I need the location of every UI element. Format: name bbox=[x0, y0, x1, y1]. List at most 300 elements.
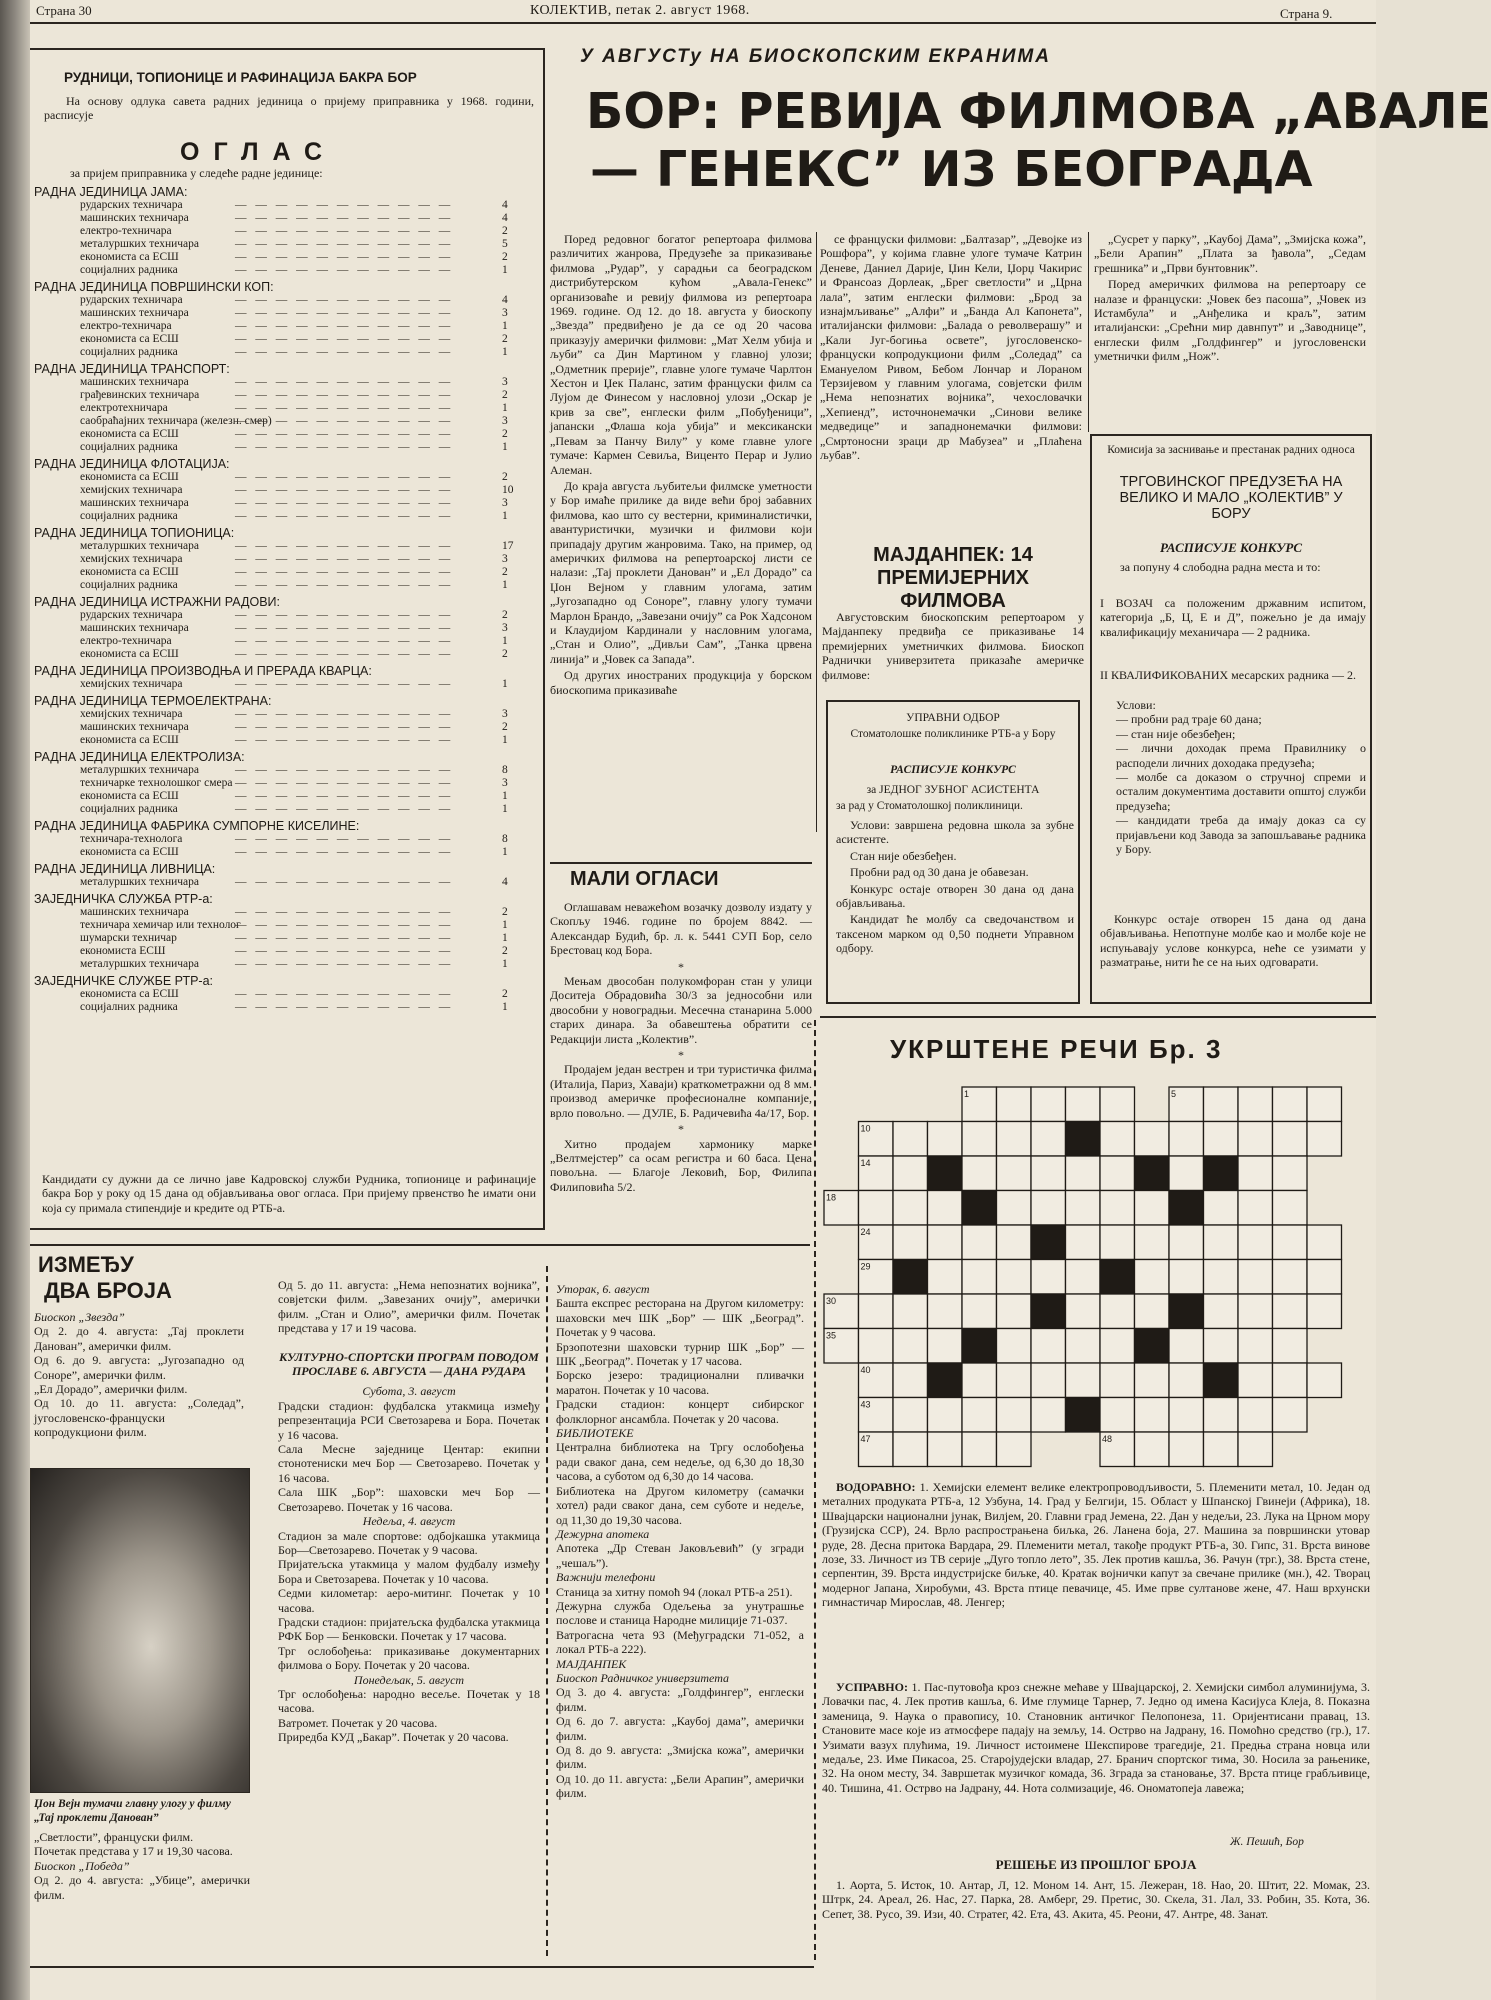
position-name: рударских техничара bbox=[80, 294, 183, 306]
crossword-black-cell bbox=[1066, 1122, 1101, 1157]
unit-row: електро-техничара — — — — — — — — — — — 1 bbox=[80, 635, 508, 647]
crossword-cell[interactable] bbox=[893, 1156, 928, 1191]
recruitment-footer: Кандидати су дужни да се лично јаве Кадровској служби Рудника, топионице и рафинације бакра Бор у року од 15 дана од објављивања овог огласа. При пријему првенство ће имати они која су примала стипендије и кредите од РТБ-а. bbox=[42, 1172, 536, 1215]
crossword-cell[interactable] bbox=[928, 1432, 963, 1467]
crossword-cell[interactable] bbox=[1238, 1122, 1273, 1157]
position-count: 4 bbox=[502, 212, 508, 224]
info-item: Станица за хитну помоћ 94 (локал РТБ-а 251). bbox=[556, 1584, 793, 1599]
crossword-cell[interactable] bbox=[893, 1398, 928, 1433]
crossword-cell[interactable] bbox=[1100, 1191, 1135, 1226]
position-name: металуршких техничара bbox=[80, 876, 199, 888]
crossword-cell[interactable] bbox=[1100, 1398, 1135, 1433]
crossword-number: 18 bbox=[826, 1192, 837, 1203]
crossword-cell[interactable] bbox=[1307, 1225, 1342, 1260]
crossword-cell[interactable] bbox=[1273, 1363, 1308, 1398]
between-title-1: ИЗМЕЂУ bbox=[38, 1252, 134, 1277]
position-count: 1 bbox=[502, 402, 508, 414]
unit-row: економиста са ЕСШ — — — — — — — — — — — 2 bbox=[80, 648, 508, 660]
crossword-cell[interactable] bbox=[1066, 1225, 1101, 1260]
crossword-cell[interactable] bbox=[1204, 1432, 1239, 1467]
crossword-cell[interactable] bbox=[859, 1191, 894, 1226]
crossword-cell[interactable] bbox=[1100, 1122, 1135, 1157]
program-item: Градски стадион: фудбалска утакмица између репрезентација РСИ Светозарева и Бора. Почетак у 16 часова. bbox=[278, 1398, 540, 1442]
info-item: Ватрогасна чета 93 (Међуградски 71-052, а локал РТБ-а 222). bbox=[556, 1627, 804, 1657]
dental-post: за ЈЕДНОГ ЗУБНОГ АСИСТЕНТА bbox=[866, 784, 1040, 796]
position-name: металуршких техничара bbox=[80, 238, 199, 250]
page-number-right: Страна 9. bbox=[1280, 6, 1333, 21]
crossword-cell[interactable] bbox=[1031, 1363, 1066, 1398]
position-name: економиста са ЕСШ bbox=[80, 734, 179, 746]
position-name: рударских техничара bbox=[80, 609, 183, 621]
unit-row: економиста са ЕСШ — — — — — — — — — — — 2 bbox=[80, 333, 508, 345]
crossword-cell[interactable] bbox=[962, 1294, 997, 1329]
position-count: 1 bbox=[502, 932, 508, 944]
crossword-cell[interactable] bbox=[1238, 1363, 1273, 1398]
position-name: машинских техничара bbox=[80, 906, 189, 918]
crossword-cell[interactable] bbox=[1273, 1191, 1308, 1226]
crossword-author: Ж. Пешић, Бор bbox=[1230, 1836, 1304, 1848]
unit-heading: РАДНА ЈЕДИНИЦА ТОПИОНИЦА: bbox=[34, 526, 235, 540]
crossword-cell[interactable] bbox=[1273, 1087, 1308, 1122]
article-paragraph: Од других иностраних продукција у борском биоскопима приказиваће bbox=[550, 668, 812, 697]
position-count: 4 bbox=[502, 876, 508, 888]
position-name: техничара-технолога bbox=[80, 833, 183, 845]
trade-intro: за попуну 4 слободна радна места и то: bbox=[1120, 560, 1321, 574]
position-name: металуршких техничара bbox=[80, 764, 199, 776]
crossword-cell[interactable] bbox=[893, 1363, 928, 1398]
unit-heading: РАДНА ЈЕДИНИЦА ФЛОТАЦИЈА: bbox=[34, 457, 230, 471]
position-name: грађевинских техничара bbox=[80, 389, 200, 401]
crossword-cell[interactable] bbox=[1204, 1122, 1239, 1157]
crossword-cell[interactable] bbox=[1238, 1329, 1273, 1364]
trade-conditions: Услови: — пробни рад траје 60 дана; — стан није обезбеђен; — лични доходак према Правилнику о расподели личних доходака предузећа; — молбе са доказом о стручној спреми и осталим документима доставити општој служби предузећа; — кандидати треба да имају доказ са су пријављени код Завода за запошљавање радника у Бору. bbox=[1116, 698, 1366, 857]
unit-row: металуршких техничара — — — — — — — — — — — 8 bbox=[80, 764, 508, 776]
crossword-cell[interactable] bbox=[997, 1156, 1032, 1191]
crossword-cell[interactable] bbox=[893, 1191, 928, 1226]
crossword-cell[interactable] bbox=[997, 1191, 1032, 1226]
info-item: Брзопотезни шаховски турнир ШК „Бор” — ШК „Београд”. Почетак у 17 часова. bbox=[556, 1339, 804, 1369]
crossword-cell[interactable] bbox=[1169, 1398, 1204, 1433]
crossword-number: 10 bbox=[860, 1123, 871, 1134]
crossword-cell[interactable] bbox=[928, 1122, 963, 1157]
position-name: економиста са ЕСШ bbox=[80, 846, 179, 858]
position-count: 2 bbox=[502, 471, 508, 483]
crossword-cell[interactable] bbox=[1169, 1260, 1204, 1295]
classified-item: Хитно продајем хармонику марке „Велтмејстер” са осам регистра и 60 баса. Цена повољна. — Благоје Лековић, Бор, Филипа Филиповића 5/2. bbox=[550, 1136, 812, 1194]
crossword-cell[interactable] bbox=[1238, 1087, 1273, 1122]
crossword-cell[interactable] bbox=[1066, 1087, 1101, 1122]
crossword-black-cell bbox=[1066, 1398, 1101, 1433]
crossword-cell[interactable] bbox=[1238, 1260, 1273, 1295]
position-count: 2 bbox=[502, 566, 508, 578]
position-count: 4 bbox=[502, 294, 508, 306]
crossword-cell[interactable] bbox=[1031, 1398, 1066, 1433]
position-name: социјалних радника bbox=[80, 1001, 178, 1013]
classified-item: Продајем један вестрен и три туристичка филма (Италија, Париз, Хаваји) краткометражни од 8 мм. производ америчке професионалне компаније, врло повољно. — ДУЛЕ, Б. Радичевића 4а/17, Бор. bbox=[550, 1062, 812, 1120]
crossword-rule bbox=[820, 1016, 1376, 1018]
position-count: 2 bbox=[502, 945, 508, 957]
unit-row: социјалних радника — — — — — — — — — — — 1 bbox=[80, 1001, 508, 1013]
position-count: 1 bbox=[502, 803, 508, 815]
crossword-cell[interactable] bbox=[1169, 1329, 1204, 1364]
crossword-cell[interactable] bbox=[1066, 1363, 1101, 1398]
info-item: Библиотека на Другом километру (самачки хотел) ради сваког дана, сем суботе и недеље, од 11,30 до 19,30 часова. bbox=[556, 1483, 804, 1527]
unit-row: социјалних радника — — — — — — — — — — — 1 bbox=[80, 510, 508, 522]
crossword-cell[interactable] bbox=[1238, 1225, 1273, 1260]
program-item: Сала ШК „Бор”: шаховски меч Бор — Светозарево. Почетак у 16 часова. bbox=[278, 1485, 540, 1514]
crossword-cell[interactable] bbox=[893, 1329, 928, 1364]
position-name: техничарке технолошког смера bbox=[80, 777, 233, 789]
crossword-cell[interactable] bbox=[997, 1122, 1032, 1157]
article-column-1 bbox=[550, 232, 812, 699]
position-name: хемијских техничара bbox=[80, 484, 183, 496]
info-item: Борско језеро: традиционални пливачки маратон. Почетак у 10 часова. bbox=[556, 1368, 804, 1397]
recruitment-ad bbox=[30, 48, 545, 1230]
crossword-cell[interactable] bbox=[997, 1432, 1032, 1467]
position-count: 1 bbox=[502, 734, 508, 746]
dental-board: УПРАВНИ ОДБОР bbox=[906, 712, 1000, 724]
position-count: 2 bbox=[502, 428, 508, 440]
section-label: МАЈДАНПЕК bbox=[556, 1656, 627, 1671]
position-name: економиста са ЕСШ bbox=[80, 251, 179, 263]
position-name: машинских техничара bbox=[80, 307, 189, 319]
dental-text: Услови: завршена редовна школа за зубне асистенте. Стан није обезбеђен. Пробни рад од 30 дана је обавезан. Конкурс остаје отворен 30 дана од дана објављивања. Кандидат ће молбу са сведочанством и таксеном марком од 0,50 поднети Управном одбору. bbox=[836, 818, 1074, 956]
unit-heading: РАДНА ЈЕДИНИЦА ПРОИЗВОДЊА И ПРЕРАДА КВАРЦА: bbox=[34, 664, 372, 678]
crossword-cell[interactable] bbox=[1204, 1398, 1239, 1433]
crossword-cell[interactable] bbox=[1238, 1294, 1273, 1329]
crossword-cell[interactable] bbox=[859, 1294, 894, 1329]
crossword-cell[interactable] bbox=[1135, 1191, 1170, 1226]
crossword-cell[interactable] bbox=[1135, 1225, 1170, 1260]
crossword-cell[interactable] bbox=[1204, 1260, 1239, 1295]
crossword-cell[interactable] bbox=[1135, 1122, 1170, 1157]
position-name: машинских техничара bbox=[80, 497, 189, 509]
crossword-cell[interactable] bbox=[1135, 1432, 1170, 1467]
crossword-cell[interactable] bbox=[893, 1122, 928, 1157]
unit-heading: РАДНА ЈЕДИНИЦА ЛИВНИЦА: bbox=[34, 862, 216, 876]
position-count: 2 bbox=[502, 988, 508, 1000]
position-count: 1 bbox=[502, 635, 508, 647]
crossword-cell[interactable] bbox=[1169, 1225, 1204, 1260]
crossword-cell[interactable] bbox=[1100, 1294, 1135, 1329]
crossword-cell[interactable] bbox=[1204, 1294, 1239, 1329]
position-name: машинских техничара bbox=[80, 376, 189, 388]
position-count: 3 bbox=[502, 777, 508, 789]
unit-row: машинских техничара — — — — — — — — — — — 3 bbox=[80, 376, 508, 388]
dental-title: РАСПИСУЈЕ КОНКУРС bbox=[890, 764, 1016, 776]
position-count: 2 bbox=[502, 225, 508, 237]
crossword-cell[interactable] bbox=[962, 1156, 997, 1191]
crossword-cell[interactable] bbox=[1135, 1294, 1170, 1329]
trade-company-ad bbox=[1090, 434, 1372, 1004]
between-col2: Од 5. до 11. августа: „Нема непознатих војника”, совјетски филм. „Завезаних очију”, амерички филм. „Стан и Олио”, амерички филм. Почетак представа у 17 и 19 часова. КУЛТУРНО-СПОРТСКИ ПРОГРАМ ПОВОДОМ ПРОСЛАВЕ 6. АВГУСТА — ДАНА РУДАРА Субота, 3. август Градски стадион: фудбалска утакмица између репрезентација РСИ Светозарева и Бора. Почетак у 16 часова. Сала Месне заједнице Центар: екипни стонотениски меч Бор — Светозарево. Почетак у 16 часова. Сала ШК „Бор”: шаховски меч Бор — Светозарево. Почетак у 16 часова. Недеља, 4. август Стадион за мале спортове: одбојкашка утакмица Бор—Светозарево. Почетак у 9 часова. Пријатељска утакмица у малом фудбалу између Бора и Светозарева. Почетак у 10 часова. Седми километар: аеро-митинг. Почетак у 10 часова. Градски стадион: пријатељска фудбалска утакмица РФК Бор — Бенковски. Почетак у 17 часова. Трг ослобођења: приказивање документарних филмова о Бору. Почетак у 20 часова. Понедељак, 5. август Трг ослобођења: народно весеље. Почетак у 18 часова. Ватромет. Почетак у 20 часова. Приредба КУД „Бакар”. Почетак у 20 часова. bbox=[278, 1278, 540, 1745]
crossword-cell[interactable] bbox=[1307, 1087, 1342, 1122]
crossword-cell[interactable] bbox=[997, 1260, 1032, 1295]
unit-row: хемијских техничара — — — — — — — — — — — 3 bbox=[80, 708, 508, 720]
majdanpek-text: Августовским биоскопским репертоаром у Мајданпеку предвиђа се приказивање 14 премијерних уметничких филмова. Биоскоп Раднички универзитета приказаће америчке филмове: bbox=[822, 610, 1084, 682]
position-count: 3 bbox=[502, 497, 508, 509]
unit-row: социјалних радника — — — — — — — — — — — 1 bbox=[80, 803, 508, 815]
position-count: 1 bbox=[502, 441, 508, 453]
crossword-number: 35 bbox=[826, 1330, 837, 1341]
crossword-cell[interactable] bbox=[1169, 1122, 1204, 1157]
crossword-cell[interactable] bbox=[928, 1191, 963, 1226]
crossword-cell[interactable] bbox=[1066, 1294, 1101, 1329]
position-name: машинских техничара bbox=[80, 212, 189, 224]
crossword-cell[interactable] bbox=[1204, 1225, 1239, 1260]
crossword-cell[interactable] bbox=[1238, 1398, 1273, 1433]
crossword-black-cell bbox=[1031, 1294, 1066, 1329]
photo-caption: Џон Вејн тумачи главну улогу у филму „Тај проклети Данован” bbox=[34, 1798, 231, 1824]
crossword-cell[interactable] bbox=[1307, 1363, 1342, 1398]
article-paragraph: „Сусрет у парку”, „Каубој Дама”, „Змијска кожа”, „Бели Арапин” „Плата за ђавола”, „Седам грешника” и „Први бунтовник”. bbox=[1094, 232, 1366, 275]
info-item: Од 10. до 11. августа: „Бели Арапин”, амерички филм. bbox=[556, 1771, 804, 1801]
unit-row: машинских техничара — — — — — — — — — — — 2 bbox=[80, 906, 508, 918]
unit-row: социјалних радника — — — — — — — — — — — 1 bbox=[80, 441, 508, 453]
crossword-cell[interactable] bbox=[893, 1225, 928, 1260]
position-name: економиста ЕСШ bbox=[80, 945, 166, 957]
position-count: 2 bbox=[502, 609, 508, 621]
recruitment-subtitle: за пријем приправника у следеће радне јединице: bbox=[70, 166, 323, 180]
position-name: електро-техничара bbox=[80, 225, 172, 237]
crossword-across: ВОДОРАВНО: 1. Хемијски елемент велике електропроводљивости, 5. Племенити метал, 10. Један од металних продуката РТБ-а, 12 Узбуна, 14. Град у Белгији, 15. Област у Шпанској Гвинеји (Африка), 18. Швајцарски национални јунак, Вилјем, 20. Главни град Јемена, 22. Дан у недељи, 23. Лука на Црном мору (Грузијска ССР), 24. Врло распрострањена биљка, 26. Ланена боја, 27. Машина за површински утовар руде, 28. Десна притока Вардара, 29. Племенити метал, такође продукт РТБ-а, 30. Гипс, 31. Врста винове лозе, 33. Личност из ТВ серије „Дуго топло лето”, 35. Лек против кашља, 36. Рачун (трг.), 38. Врста стене, серпентин, 39. Врста индустријске биљке, 40. Кратак војнички капут за свечане прилике (мн.), 42. Творац модерног Јапана, Хиробуми, 43. Врста птице певачице, 45. Име прве султанове жене, 47. Наш врхунски гимнастичар Мирослав, 48. Ленгер; bbox=[822, 1480, 1371, 1610]
position-count: 3 bbox=[502, 553, 508, 565]
crossword-cell[interactable] bbox=[1135, 1260, 1170, 1295]
unit-row: машинских техничара — — — — — — — — — — — 3 bbox=[80, 622, 508, 634]
crossword-cell[interactable] bbox=[1066, 1191, 1101, 1226]
crossword-cell[interactable] bbox=[1204, 1329, 1239, 1364]
unit-row: економиста са ЕСШ — — — — — — — — — — — 2 bbox=[80, 988, 508, 1000]
section-label: Биоскоп Радничког универзитета bbox=[556, 1670, 730, 1685]
crossword-cell[interactable] bbox=[1100, 1156, 1135, 1191]
classified-item: Мењам двособан полукомфоран стан у улици Доситеја Обрадовића 30/3 за једнособни или двособни у новоградњи. Месечна станарина 5.000 старих динара. За обавештења обратити се Редакцији листа „Колектив”. bbox=[550, 974, 812, 1046]
position-name: металуршких техничара bbox=[80, 540, 199, 552]
unit-row: електро-техничара — — — — — — — — — — — 1 bbox=[80, 320, 508, 332]
crossword-number: 40 bbox=[860, 1365, 871, 1375]
crossword-black-cell bbox=[928, 1363, 963, 1398]
program-day: Субота, 3. август bbox=[362, 1384, 456, 1399]
classifieds-rule bbox=[550, 862, 812, 864]
solution-title: РЕШЕЊЕ ИЗ ПРОШЛОГ БРОЈА bbox=[995, 1857, 1197, 1872]
unit-row: машинских техничара — — — — — — — — — — — 3 bbox=[80, 307, 508, 319]
program-list bbox=[278, 1384, 540, 1744]
position-name: саобраћајних техничара (железн. смер) bbox=[80, 415, 272, 427]
position-name: социјалних радника bbox=[80, 510, 178, 522]
unit-row: економиста са ЕСШ — — — — — — — — — — — 2 bbox=[80, 471, 508, 483]
position-name: рударских техничара bbox=[80, 199, 183, 211]
article-headline-1: БОР: РЕВИЈА ФИЛМОВА „АВАЛЕ bbox=[586, 83, 1491, 140]
majdanpek-title: МАЈДАНПЕК: 14 ПРЕМИЈЕРНИХ ФИЛМОВА bbox=[873, 544, 1033, 612]
crossword-cell[interactable] bbox=[1066, 1329, 1101, 1364]
classifieds-title: МАЛИ ОГЛАСИ bbox=[570, 868, 719, 890]
crossword-cell[interactable] bbox=[1100, 1329, 1135, 1364]
crossword-cell[interactable] bbox=[997, 1225, 1032, 1260]
crossword-cell[interactable] bbox=[1238, 1432, 1273, 1467]
recruitment-title: ОГЛАС bbox=[180, 138, 337, 166]
crossword-cell[interactable] bbox=[997, 1294, 1032, 1329]
column-rule bbox=[1088, 232, 1089, 432]
position-count: 8 bbox=[502, 833, 508, 845]
article-column-3 bbox=[1094, 232, 1366, 366]
unit-row: машинских техничара — — — — — — — — — — — 3 bbox=[80, 497, 508, 509]
program-item: Стадион за мале спортове: одбојкашка утакмица Бор—Светозарево. Почетак у 9 часова. bbox=[278, 1528, 540, 1557]
crossword-cell[interactable] bbox=[1031, 1191, 1066, 1226]
unit-row: грађевинских техничара — — — — — — — — — — — 2 bbox=[80, 389, 508, 401]
crossword-cell[interactable] bbox=[997, 1087, 1032, 1122]
crossword-cell[interactable] bbox=[928, 1294, 963, 1329]
position-name: хемијских техничара bbox=[80, 678, 183, 690]
crossword-cell[interactable] bbox=[962, 1122, 997, 1157]
info-item: Од 3. до 4. августа: „Голдфингер”, енглески филм. bbox=[556, 1685, 804, 1714]
position-name: економиста са ЕСШ bbox=[80, 988, 179, 1000]
crossword-cell[interactable] bbox=[1273, 1260, 1308, 1295]
crossword-cell[interactable] bbox=[1307, 1260, 1342, 1295]
crossword-cell[interactable] bbox=[1066, 1156, 1101, 1191]
crossword-number: 29 bbox=[860, 1261, 871, 1272]
crossword-black-cell bbox=[1100, 1260, 1135, 1295]
position-count: 1 bbox=[502, 958, 508, 970]
info-item: Од 6. до 7. августа: „Каубој дама”, амерички филм. bbox=[556, 1714, 804, 1743]
crossword-cell[interactable] bbox=[1273, 1156, 1308, 1191]
program-item: Приредба КУД „Бакар”. Почетак у 20 часова. bbox=[278, 1730, 509, 1745]
unit-row: економиста са ЕСШ — — — — — — — — — — — 1 bbox=[80, 846, 508, 858]
between-bottom-rule bbox=[30, 1966, 814, 1968]
crossword-cell[interactable] bbox=[1169, 1363, 1204, 1398]
crossword-cell[interactable] bbox=[1066, 1260, 1101, 1295]
solution-text: 1. Аорта, 5. Исток, 10. Антар, Л, 12. Моном 14. Ант, 15. Лежеран, 18. Нао, 20. Штит, 22. Момак, 23. Штрк, 24. Ареал, 26. Нас, 27. Парка, 28. Амберг, 29. Претис, 30. Скела, 31. Лал, 33. Робин, 35. Кота, 36. Сепет, 38. Русо, 39. Изи, 40. Стратег, 42. Ета, 43. Акита, 45. Реони, 47. Антре, 48. Занат. bbox=[822, 1878, 1370, 1921]
crossword-cell[interactable] bbox=[1031, 1156, 1066, 1191]
position-count: 1 bbox=[502, 264, 508, 276]
crossword-cell[interactable] bbox=[1204, 1191, 1239, 1226]
crossword-cell[interactable] bbox=[928, 1260, 963, 1295]
unit-row: електро-техничара — — — — — — — — — — — 2 bbox=[80, 225, 508, 237]
crossword-number: 1 bbox=[964, 1089, 970, 1099]
crossword-cell[interactable] bbox=[1273, 1329, 1308, 1364]
position-count: 1 bbox=[502, 790, 508, 802]
unit-row: хемијских техничара — — — — — — — — — — — 3 bbox=[80, 553, 508, 565]
crossword-cell[interactable] bbox=[1135, 1398, 1170, 1433]
position-count: 3 bbox=[502, 415, 508, 427]
article-paragraph: До краја августа љубитељи филмске уметности у Бор имаће прилике да виде већи број забавних филмова, као што су вестерни, криминалистички, авантуристички, музички и филмови који припадају другим жанровима. Тако, на пример, од америчких филмова на репертоарској листи се налази: „Тај проклети Данован” и „Ел Дорадо” са Џон Вејном у главним улогама, затим „Југозападно од Соноре”, главну улогу тумачи Марлон Брандо, „Завезани очију” са Рок Хадсоном и Клаудијом Кардинали у насловним улогама, „Стан и Олио”, „Дивљи Сам”, „Танка црвена линија” и „Човек са Запада”. bbox=[550, 478, 812, 666]
crossword-number: 24 bbox=[860, 1227, 871, 1237]
crossword-cell[interactable] bbox=[1031, 1260, 1066, 1295]
unit-row: економиста са ЕСШ — — — — — — — — — — — 1 bbox=[80, 734, 508, 746]
crossword-cell[interactable] bbox=[893, 1294, 928, 1329]
program-item: Трг ослобођења: народно весеље. Почетак у 18 часова. bbox=[278, 1686, 540, 1716]
position-name: машинских техничара bbox=[80, 622, 189, 634]
crossword-cell[interactable] bbox=[928, 1225, 963, 1260]
crossword-number: 5 bbox=[1171, 1089, 1177, 1099]
crossword-cell[interactable] bbox=[1273, 1294, 1308, 1329]
unit-row: економиста са ЕСШ — — — — — — — — — — — 2 bbox=[80, 566, 508, 578]
crossword-black-cell bbox=[962, 1329, 997, 1364]
crossword-cell[interactable] bbox=[1031, 1087, 1066, 1122]
crossword-cell[interactable] bbox=[1100, 1363, 1135, 1398]
crossword-cell[interactable] bbox=[997, 1398, 1032, 1433]
position-count: 5 bbox=[502, 238, 508, 250]
unit-row: хемијских техничара — — — — — — — — — — — 1 bbox=[80, 678, 508, 690]
crossword-cell[interactable] bbox=[928, 1398, 963, 1433]
crossword-cell[interactable] bbox=[859, 1329, 894, 1364]
position-name: електро-техничара bbox=[80, 320, 172, 332]
crossword-cell[interactable] bbox=[893, 1432, 928, 1467]
crossword-cell[interactable] bbox=[1307, 1122, 1342, 1157]
crossword-cell[interactable] bbox=[997, 1329, 1032, 1364]
crossword-cell[interactable] bbox=[962, 1363, 997, 1398]
dental-post-2: за рад у Стоматолошкој поликлиници. bbox=[836, 800, 1023, 812]
crossword-cell[interactable] bbox=[1238, 1156, 1273, 1191]
section-label: БИБЛИОТЕКЕ bbox=[556, 1426, 634, 1441]
crossword-cell[interactable] bbox=[962, 1225, 997, 1260]
article-headline-2: — ГЕНЕКС” ИЗ БЕОГРАДА bbox=[590, 141, 1313, 198]
position-count: 2 bbox=[502, 721, 508, 733]
unit-row: социјалних радника — — — — — — — — — — — 1 bbox=[80, 346, 508, 358]
crossword-cell[interactable] bbox=[1169, 1156, 1204, 1191]
crossword-cell[interactable] bbox=[1307, 1294, 1342, 1329]
crossword-cell[interactable] bbox=[1135, 1363, 1170, 1398]
crossword-cell[interactable] bbox=[1273, 1122, 1308, 1157]
crossword-cell[interactable] bbox=[1169, 1432, 1204, 1467]
crossword-cell[interactable] bbox=[1273, 1225, 1308, 1260]
crossword-cell[interactable] bbox=[997, 1363, 1032, 1398]
section-label: Важнији телефони bbox=[556, 1570, 656, 1585]
crossword-cell[interactable] bbox=[962, 1398, 997, 1433]
article-paragraph: Поред редовног богатог репертоара филмова различитих жанрова, Предузеће за приказивање филмова „Рудар”, у сарадњи са београдском дистрибутерском кућом „Авала-Генекс” организоваће и ревију филмова из репертоара 1969. године. Од 12. до 18. августа у биоскопу „Звезда” предвиђено је да се од 20 часова приказују амерички филмови: „Мат Хелм убија и љуби” са Дин Мартином у главној улози; „Одметник прерије”, главне улоге тумаче Чарлтон Хестон и Џек Паланс, затим француски филм са Лујом де Финесом у насловној улози „Оскар је крив за све”, енглески филм „Побуђеници”, јапански „Флаша која убија” и мексикански „Певам за Панчу Вилу” у коме главне улоге тумаче: Кармен Севиља, Виценто Перар и Јулио Алеман. bbox=[550, 232, 812, 477]
crossword-cell[interactable] bbox=[1031, 1122, 1066, 1157]
position-count: 3 bbox=[502, 622, 508, 634]
crossword-cell[interactable] bbox=[1031, 1329, 1066, 1364]
position-count: 1 bbox=[502, 678, 508, 690]
crossword-black-cell bbox=[1135, 1156, 1170, 1191]
crossword-cell[interactable] bbox=[1100, 1087, 1135, 1122]
info-item: Од 8. до 9. августа: „Змијска кожа”, амерички филм. bbox=[556, 1743, 804, 1772]
crossword-cell[interactable] bbox=[1204, 1087, 1239, 1122]
crossword-cell[interactable] bbox=[1238, 1191, 1273, 1226]
crossword-cell[interactable] bbox=[1100, 1225, 1135, 1260]
program-item: Ватромет. Почетак у 20 часова. bbox=[278, 1715, 438, 1730]
position-count: 2 bbox=[502, 251, 508, 263]
crossword-cell[interactable] bbox=[928, 1329, 963, 1364]
trade-item-2: II КВАЛИФИКОВАНИХ месарских радника — 2. bbox=[1100, 668, 1356, 682]
program-day: Недеља, 4. август bbox=[362, 1514, 456, 1529]
unit-heading: РАДНА ЈЕДИНИЦА ТЕРМОЕЛЕКТРАНА: bbox=[34, 694, 272, 708]
crossword-black-cell bbox=[1204, 1363, 1239, 1398]
position-name: хемијских техничара bbox=[80, 553, 183, 565]
newspaper-page bbox=[30, 0, 1491, 2000]
position-name: хемијских техничара bbox=[80, 708, 183, 720]
position-name: социјалних радника bbox=[80, 346, 178, 358]
actor-photo bbox=[30, 1468, 250, 1793]
position-count: 1 bbox=[502, 919, 508, 931]
crossword-cell[interactable] bbox=[1273, 1398, 1308, 1433]
position-count: 8 bbox=[502, 764, 508, 776]
column-divider bbox=[814, 1020, 816, 1960]
article-column-2 bbox=[820, 232, 1082, 465]
unit-heading: РАДНА ЈЕДИНИЦА ЈАМА: bbox=[34, 185, 188, 199]
crossword-number: 30 bbox=[826, 1296, 837, 1306]
recruitment-intro: На основу одлука савета радних јединица о пријему приправника у 1968. години, расписује bbox=[44, 94, 534, 123]
crossword-black-cell bbox=[893, 1260, 928, 1295]
crossword-cell[interactable] bbox=[962, 1260, 997, 1295]
crossword-black-cell bbox=[1135, 1329, 1170, 1364]
crossword-cell[interactable] bbox=[962, 1432, 997, 1467]
program-item: Градски стадион: пријатељска фудбалска утакмица РФК Бор — Бенковски. Почетак у 17 часова. bbox=[278, 1614, 540, 1644]
unit-row: социјалних радника — — — — — — — — — — — 1 bbox=[80, 264, 508, 276]
crossword-black-cell bbox=[1169, 1191, 1204, 1226]
position-name: економиста са ЕСШ bbox=[80, 471, 179, 483]
crossword-title: УКРШТЕНЕ РЕЧИ Бр. 3 bbox=[890, 1034, 1223, 1064]
position-name: економиста са ЕСШ bbox=[80, 790, 179, 802]
